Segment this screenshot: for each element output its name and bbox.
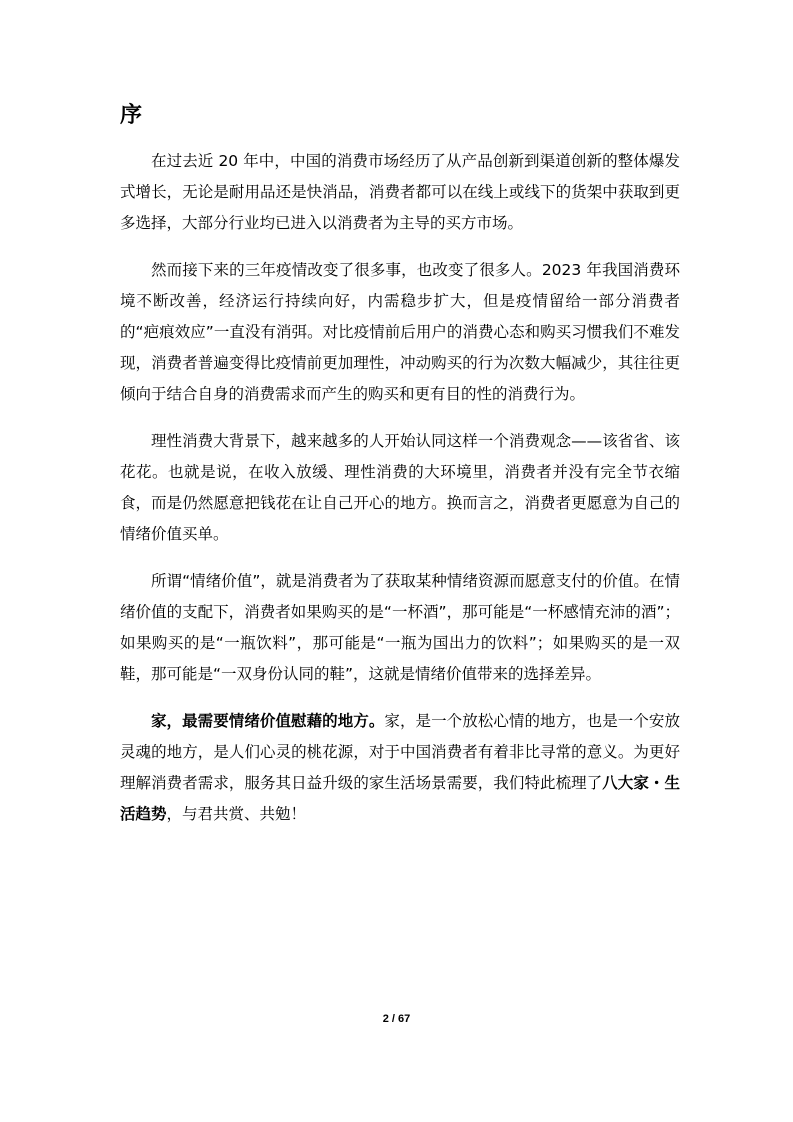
page-number: 2 / 67 [382,1013,411,1025]
paragraph-1: 在过去近 20 年中，中国的消费市场经历了从产品创新到渠道创新的整体爆发式增长，无论是耐用品还是快消品，消费者都可以在线上或线下的货架中获取到更多选择，大部分行业均已进入以消费者为主导的买方市场。 [120,152,680,232]
paragraph-5-bold-lead: 家，最需要情绪价值慰藉的地方。 [151,712,385,730]
paragraph-5 [120,706,680,830]
paragraph-5-text-2: ，与君共赏、共勉！ [166,805,307,823]
paragraph-5-text-1: 家，是一个放松心情的地方，也是一个安放灵魂的地方，是人们心灵的桃花源，对于中国消费者有着非比寻常的意义。为更好理解消费者需求，服务其日益升级的家生活场景需要，我们特此梳理了 [120,712,680,792]
paragraph-5-bold-trends: 八大家・生活趋势 [120,774,680,823]
paragraph-4: 所谓“情绪价值”，就是消费者为了获取某种情绪资源而愿意支付的价值。在情绪价值的支配下，消费者如果购买的是“一杯酒”，那可能是“一杯感情充沛的酒”；如果购买的是“一瓶饮料”，那可能是“一瓶为国出力的饮料”；如果购买的是一双鞋，那可能是“一双身份认同的鞋”，这就是情绪价值带来的选择差异。 [120,572,680,683]
body-text [120,146,680,846]
paragraph-2: 然而接下来的三年疫情改变了很多事，也改变了很多人。2023 年我国消费环境不断改善，经济运行持续向好，内需稳步扩大，但是疫情留给一部分消费者的“疤痕效应”一直没有消弭。对比疫情前后用户的消费心态和购买习惯我们不难发现，消费者普遍变得比疫情前更加理性，冲动购买的行为次数大幅减少，其往往更倾向于结合自身的消费需求而产生的购买和更有目的性的消费行为。 [120,261,680,403]
section-heading: 序 [120,103,143,128]
paragraph-3: 理性消费大背景下，越来越多的人开始认同这样一个消费观念——该省省、该花花。也就是说，在收入放缓、理性消费的大环境里，消费者并没有完全节衣缩食，而是仍然愿意把钱花在让自己开心的地方。换而言之，消费者更愿意为自己的情绪价值买单。 [120,432,680,543]
